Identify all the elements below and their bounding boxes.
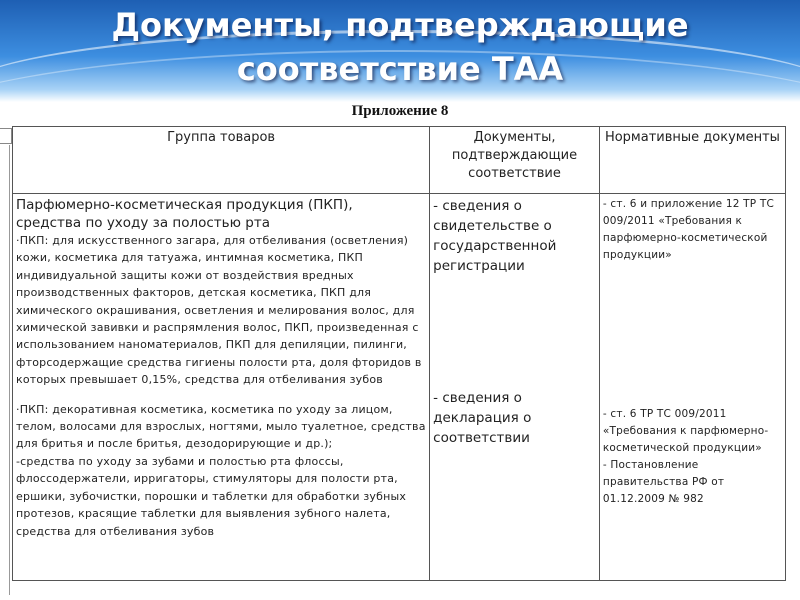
product-list-1: ·ПКП: для искусственного загара, для отбеливания (осветления) кожи, косметика для татуажа, интимная косметика, ПКП индивидуальной защиты кожи от воздействия вредных производственных факторов, детская косметика, ПКП для химического окрашивания, осветления и мелирования волос, для химической завивки и распрямления волос, ПКП, произведенная с использованием наноматериалов, ПКП для депиляции, пилинги, фторсодержащие средства гигиены полости рта, доля фторидов в которых превышает 0,15%, средства для отбеливания зубов [16, 234, 422, 387]
appendix-label: Приложение 8 [351, 103, 449, 119]
document-declaration: - сведения о декларация о соответствии [433, 390, 532, 446]
slide-title-line2: соответствие ТАА [236, 50, 564, 88]
slide-header [0, 0, 800, 102]
norm-reference-2: - ст. 6 ТР ТС 009/2011 «Требования к парфюмерно-косметической продукции» [602, 408, 769, 454]
documents-cell [430, 194, 600, 581]
header-goods-group: Группа товаров [13, 127, 430, 194]
norm-reference-3: - Постановление правительства РФ от 01.12.2009 № 982 [602, 459, 725, 505]
documents-table [12, 126, 786, 581]
norms-cell [599, 194, 785, 581]
product-list-3: -средства по уходу за зубами и полостью рта флоссы, флоссодержатели, ирригаторы, стимуляторы для полости рта, ершики, зубочистки, порошки и таблетки для обработки зубных протезов, красящие таблетки для выявления зубного налета, средства для отбеливания зубов [16, 454, 407, 538]
group-title-line2: средства по уходу за полостью рта [16, 215, 270, 231]
document-registration: - сведения о свидетельстве о государственной регистрации [433, 198, 557, 274]
goods-group-cell [13, 194, 430, 581]
slide-frame-edge [0, 128, 12, 144]
table-row [13, 194, 786, 581]
header-norms: Нормативные документы [599, 127, 785, 194]
table-header-row [13, 127, 786, 194]
header-documents: Документы, подтверждающие соответствие [430, 127, 600, 194]
product-list-2: ·ПКП: декоративная косметика, косметика по уходу за лицом, телом, волосами для взрослых, ногтями, мыло туалетное, средства для бритья и после бритья, дезодорирующие и др.); [16, 402, 426, 451]
norm-reference-1: - ст. 6 и приложение 12 ТР ТС 009/2011 «Требования к парфюмерно-косметической продукции» [602, 198, 774, 261]
slide-frame-edge [0, 145, 10, 595]
slide-title-line1: Документы, подтверждающие [111, 6, 689, 44]
group-title-line1: Парфюмерно-косметическая продукция (ПКП), [16, 197, 353, 213]
